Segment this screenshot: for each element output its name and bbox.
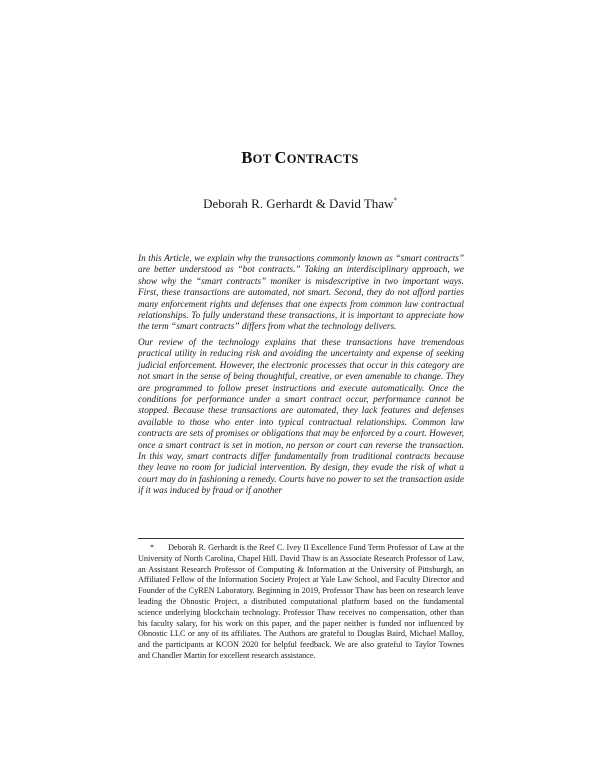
- title-initial-b: B: [241, 148, 253, 167]
- author-footnote-marker: *: [393, 196, 397, 205]
- abstract-paragraph: In this Article, we explain why the transactions commonly known as “smart contracts” are better understood as “bot contracts.” Taking an interdisciplinary approach, we show why the “smart contracts” moniker is misdescriptive in two important ways. First, these transactions are automated, not smart. Second, they do not afford parties many enforcement rights and defenses that one expects from common law contractual relationships. To fully understand these transactions, it is important to appreciate how the term “smart contracts” differs from what the technology delivers.: [138, 254, 464, 333]
- footnote-divider: [138, 538, 464, 539]
- author-footnote: [138, 543, 464, 662]
- author-line: [0, 196, 600, 212]
- title-initial-c: C: [274, 148, 287, 167]
- footnote-marker: *: [150, 543, 155, 552]
- title-rest-ontracts: ONTRACTS: [286, 152, 359, 166]
- abstract-paragraph: Our review of the technology explains that these transactions have tremendous practical utility in reducing risk and avoiding the uncertainty and expense of seeking judicial enforcement. However, the electronic processes that occur in this category are not smart in the sense of being thoughtful, creative, or even amenable to change. They are programmed to follow preset instructions and execute automatically. Once the conditions for performance under a smart contract occur, performance cannot be stopped. Because these transactions are automated, they lack features and defenses available to those who enter into typical contractual relationships. Common law contracts are sets of promises or obligations that may be enforced by a court. However, once a smart contract is set in motion, no person or court can reverse the transaction. In this way, smart contracts differ fundamentally from traditional contracts because they leave no room for judicial intervention. By design, they evade the risk of what a court may do in fashioning a remedy. Courts have no power to set the transaction aside if it was induced by fraud or if another: [138, 338, 464, 497]
- footnote-text: Deborah R. Gerhardt is the Reef C. Ivey II Excellence Fund Term Professor of Law at the University of North Carolina, Chapel Hill. David Thaw is an Associate Research Professor of Law, an Assistant Research Professor of Computing & Information at the University of Pittsburgh, an Affiliated Fellow of the Information Society Project at Yale Law School, and Faculty Director and Founder of the CyREN Laboratory. Beginning in 2019, Professor Thaw has been on research leave leading the Obnostic Project, a distributed computational platform based on the fundamental science underlying blockchain technology. Professor Thaw receives no compensation, other than his faculty salary, for his work on this paper, and the paper neither is funded nor influenced by Obnostic LLC or any of its affiliates. The Authors are grateful to Douglas Baird, Michael Malloy, and the participants at KCON 2020 for helpful feedback. We are also grateful to Taylor Townes and Chandler Martin for excellent research assistance.: [138, 543, 464, 660]
- author-names: Deborah R. Gerhardt & David Thaw: [203, 196, 394, 211]
- title-rest-ot: OT: [252, 152, 275, 166]
- article-title: [0, 148, 600, 168]
